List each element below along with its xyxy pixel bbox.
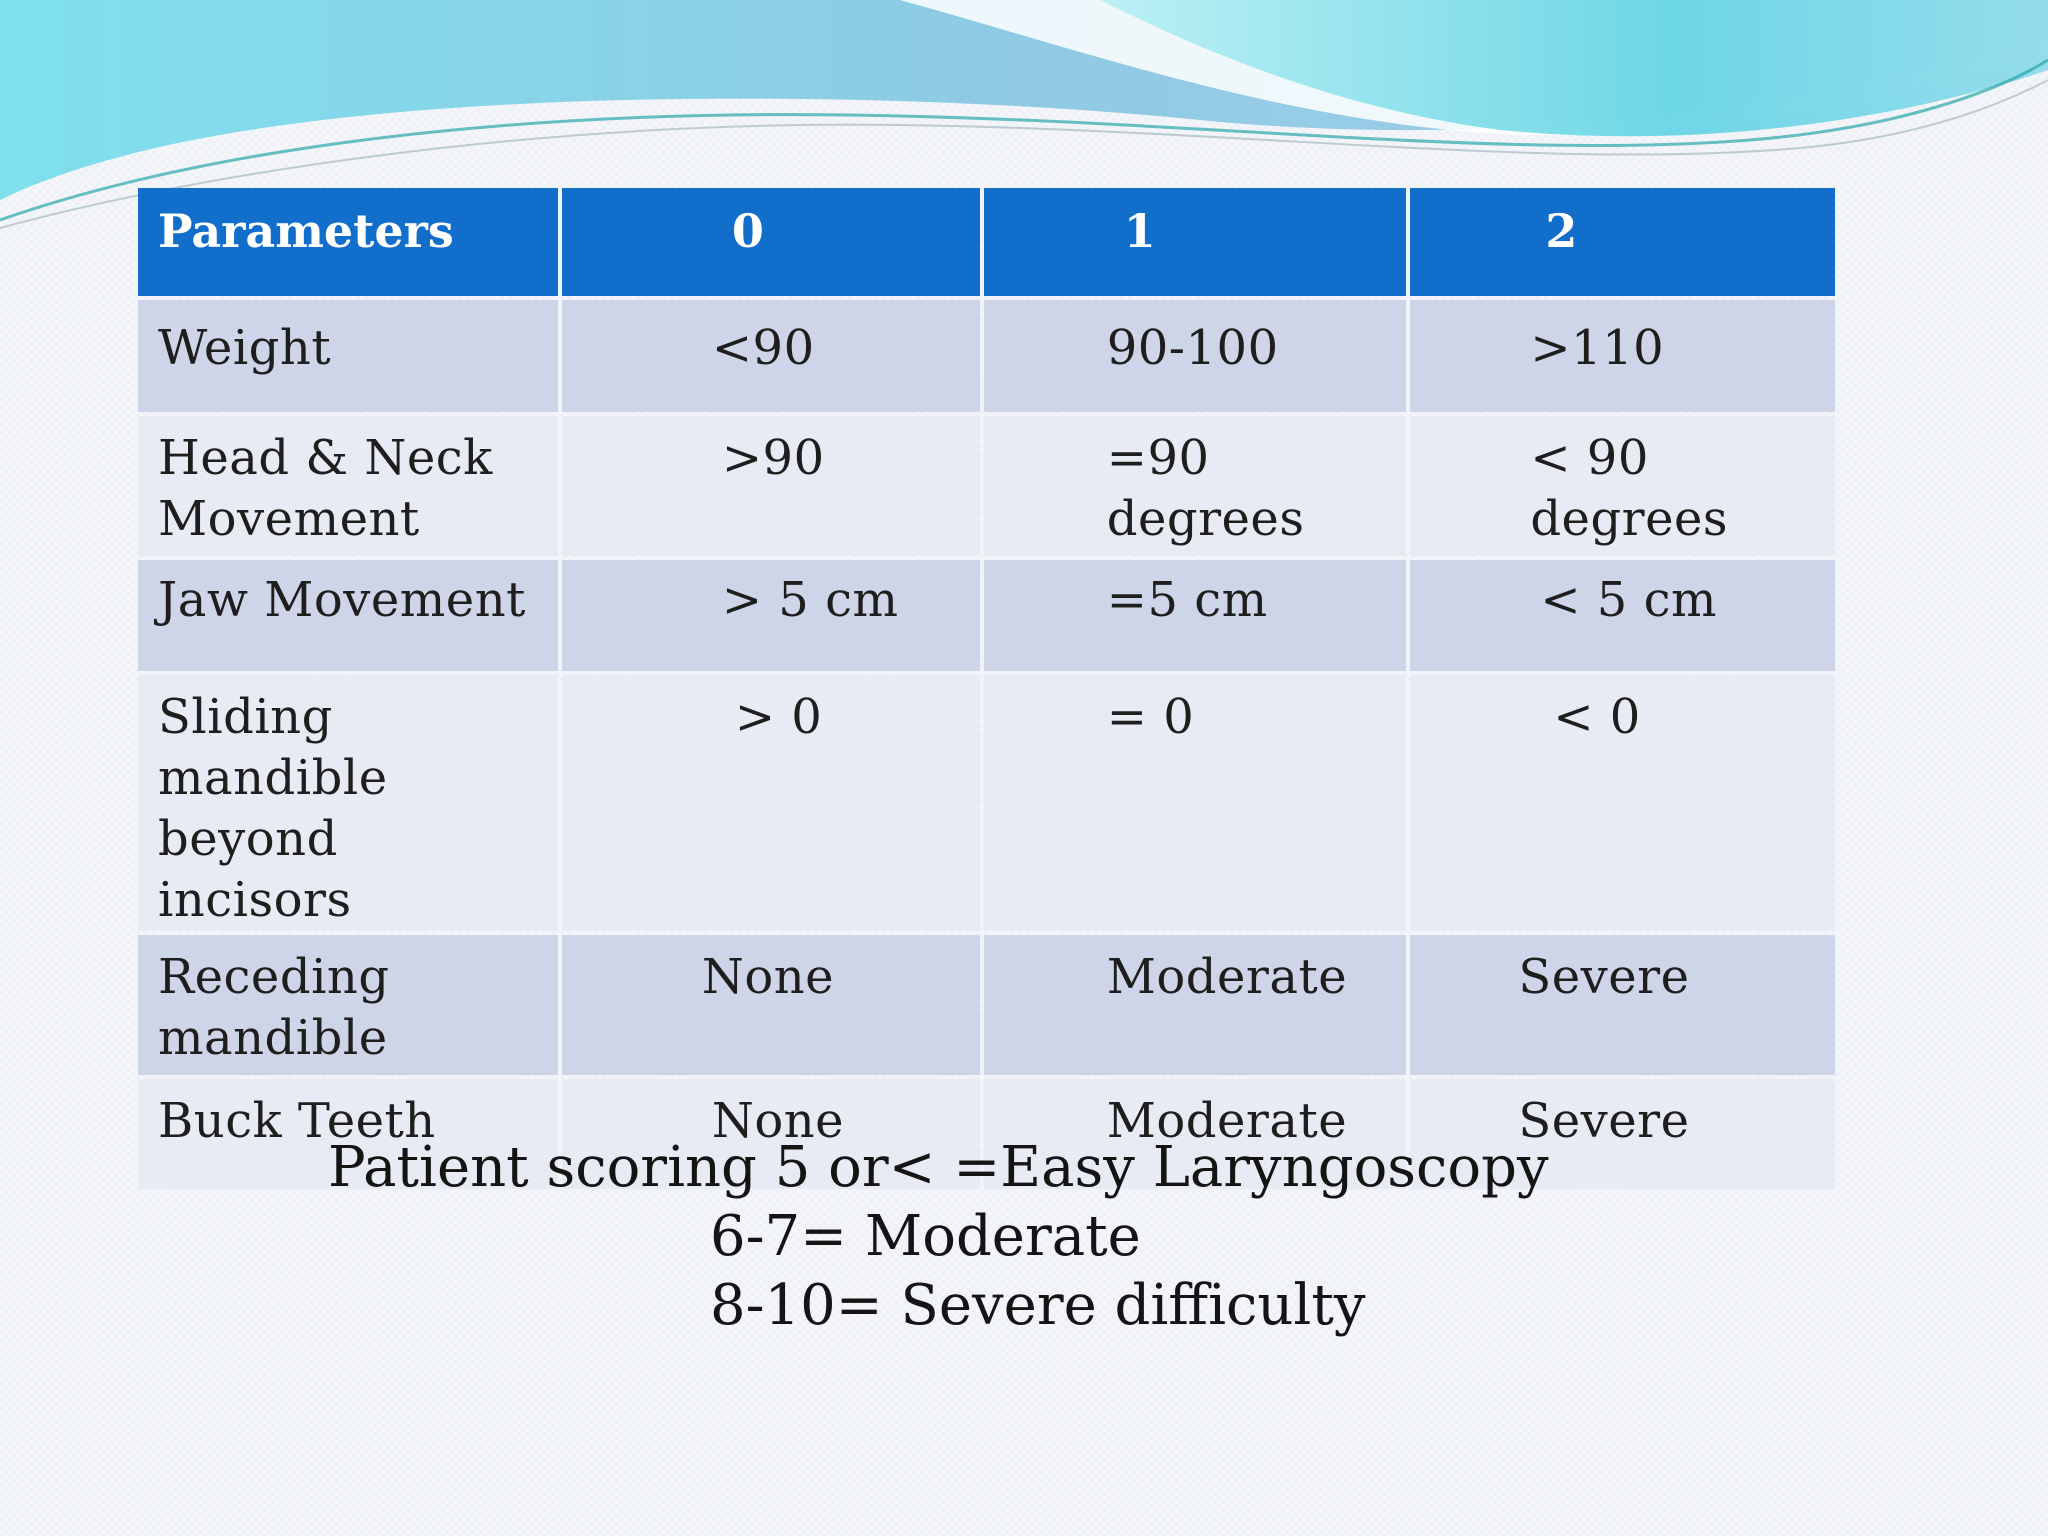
score-2-cell: < 5 cm [1410, 560, 1835, 671]
header-score-0: 0 [562, 188, 980, 296]
table-row [138, 675, 1835, 931]
score-1-cell: Moderate [984, 1079, 1407, 1189]
param-cell: Head & Neck Movement [138, 416, 558, 556]
score-1-cell: = 0 [984, 675, 1407, 931]
score-1-cell: 90-100 [984, 300, 1407, 412]
param-cell: Buck Teeth [138, 1079, 558, 1189]
param-cell: Receding mandible [138, 935, 558, 1075]
table-row [138, 416, 1835, 556]
airway-scoring-table [134, 184, 1839, 1193]
score-2-cell: Severe [1410, 1079, 1835, 1189]
param-cell: Weight [138, 300, 558, 412]
header-parameters: Parameters [138, 188, 558, 296]
table-header-row [138, 188, 1835, 296]
score-0-cell: <90 [562, 300, 980, 412]
score-2-cell: Severe [1410, 935, 1835, 1075]
score-0-cell: None [562, 1079, 980, 1189]
summary-line-moderate: 6-7= Moderate [710, 1204, 1141, 1269]
score-1-cell: Moderate [984, 935, 1407, 1075]
summary-line-severe: 8-10= Severe difficulty [710, 1273, 1366, 1338]
score-2-cell: >110 [1410, 300, 1835, 412]
param-cell: Jaw Movement [138, 560, 558, 671]
header-score-2: 2 [1410, 188, 1835, 296]
table-row [138, 935, 1835, 1075]
summary-line-easy: Patient scoring 5 or< =Easy Laryngoscopy [328, 1135, 1549, 1200]
score-2-cell: < 90 degrees [1410, 416, 1835, 556]
param-cell: Sliding mandible beyond incisors [138, 675, 558, 931]
score-0-cell: > 0 [562, 675, 980, 931]
score-1-cell: =90 degrees [984, 416, 1407, 556]
table-row [138, 300, 1835, 412]
score-0-cell: > 5 cm [562, 560, 980, 671]
score-1-cell: =5 cm [984, 560, 1407, 671]
score-0-cell: >90 [562, 416, 980, 556]
header-score-1: 1 [984, 188, 1407, 296]
score-0-cell: None [562, 935, 980, 1075]
score-2-cell: < 0 [1410, 675, 1835, 931]
table-row [138, 560, 1835, 671]
